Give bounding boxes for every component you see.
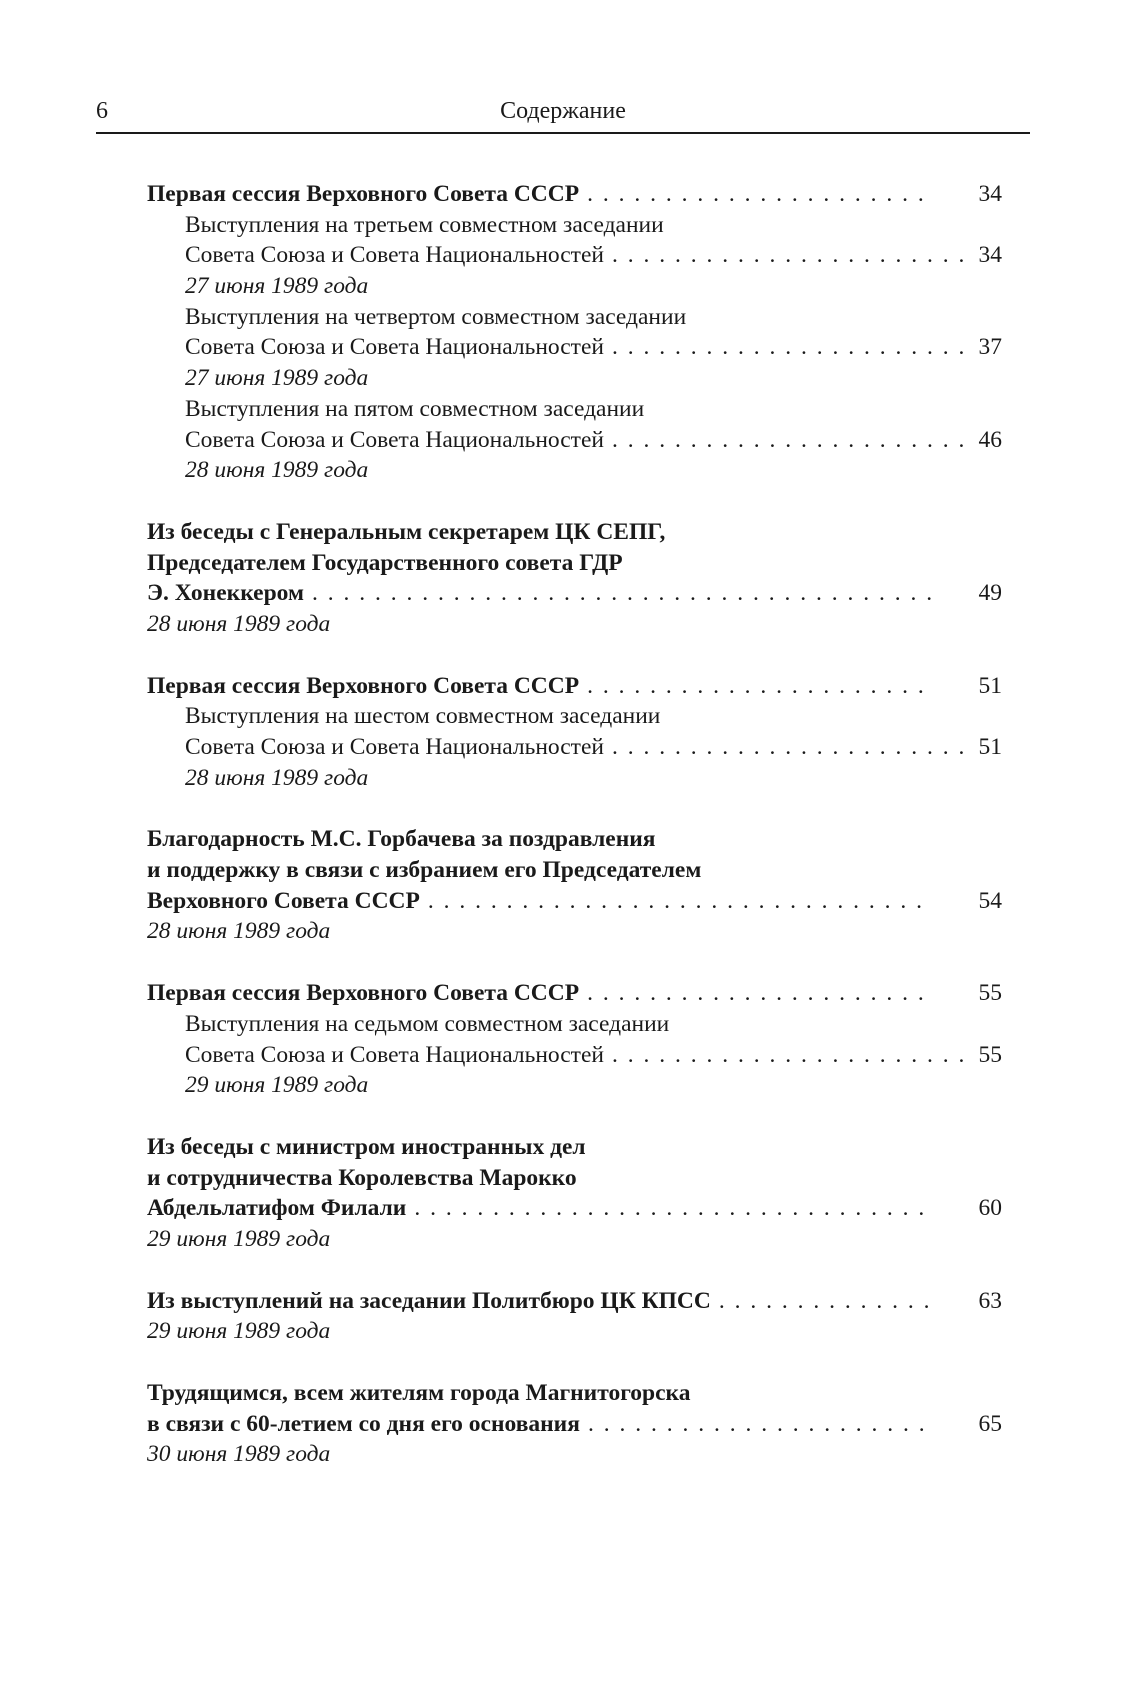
entry-gap [147,1347,1002,1378]
toc-entry-text: 28 июня 1989 года [185,764,369,791]
dot-leader [428,886,931,917]
toc-title-line [147,1193,1002,1224]
toc-date [147,455,1002,486]
toc-entry-text: Совета Союза и Совета Национальностей [185,242,604,269]
dot-leader [312,578,931,609]
toc-entry [147,1286,1002,1347]
toc-entry [147,1378,1002,1470]
toc-page-number: 46 [978,426,1002,453]
dot-leader [587,179,931,210]
dot-leader [612,332,969,363]
toc-title-line [147,886,1002,917]
toc-date [147,1224,1002,1255]
toc-entry-text: Из беседы с Генеральным секретарем ЦК СЕПГ, [147,518,666,545]
toc-subtitle-line [147,210,1002,241]
toc-date [147,763,1002,794]
toc-title-line [147,671,1002,702]
toc-entry [147,1132,1002,1255]
toc-subtitle-line [147,240,1002,271]
toc-entry-text: 28 июня 1989 года [147,610,331,637]
dot-leader [612,240,969,271]
toc-entry-text: и сотрудничества Королевства Марокко [147,1164,577,1191]
toc-subtitle-line [147,394,1002,425]
toc-entry-text: 27 июня 1989 года [185,273,369,300]
toc-title-line [147,179,1002,210]
toc-page-number: 54 [978,887,1002,914]
toc-page-number: 51 [978,672,1002,699]
toc-title-line [147,1286,1002,1317]
toc-date [147,1316,1002,1347]
toc-entry-text: Благодарность М.С. Горбачева за поздравления [147,826,656,853]
toc-subtitle-line [147,1040,1002,1071]
table-of-contents [147,179,1002,1470]
toc-page-number: 34 [978,242,1002,269]
toc-page-number: 63 [978,1287,1002,1314]
toc-title-line [147,578,1002,609]
toc-entry-text: Выступления на третьем совместном заседании [185,211,664,238]
toc-title-line [147,824,1002,855]
toc-entry-text: Председателем Государственного совета ГДР [147,549,623,576]
toc-entry [147,671,1002,794]
toc-entry-text: в связи с 60-летием со дня его основания [147,1410,580,1437]
toc-date [147,271,1002,302]
toc-date [147,609,1002,640]
toc-entry-text: и поддержку в связи с избранием его Председателем [147,857,702,884]
toc-entry-text: Из выступлений на заседании Политбюро ЦК КПСС [147,1287,711,1314]
toc-page-number: 51 [978,734,1002,760]
toc-subtitle-line [147,1009,1002,1040]
toc-entry [147,978,1002,1101]
toc-entry [147,517,1002,640]
toc-subtitle-line [147,701,1002,732]
dot-leader [414,1193,931,1224]
toc-page-number: 34 [978,181,1002,207]
toc-entry-text: 28 июня 1989 года [147,918,331,945]
toc-subtitle-line [147,302,1002,333]
toc-title-line [147,978,1002,1009]
toc-entry-text: Совета Союза и Совета Национальностей [185,334,604,361]
toc-entry-text: Совета Союза и Совета Национальностей [185,1041,604,1068]
dot-leader [587,671,931,702]
toc-entry-text: 27 июня 1989 года [185,365,369,392]
toc-entry-text: Совета Союза и Совета Национальностей [185,734,604,760]
entry-gap [147,1101,1002,1132]
entry-gap [147,793,1002,824]
toc-entry-text: Первая сессия Верховного Совета СССР [147,181,580,207]
toc-entry-text: Трудящимся, всем жителям города Магнитогорска [147,1380,691,1406]
toc-title-line [147,1132,1002,1163]
toc-entry-text: Первая сессия Верховного Совета СССР [147,672,580,699]
toc-entry-text: Выступления на четвертом совместном заседании [185,303,687,330]
toc-title-line [147,1409,1002,1440]
toc-date [147,363,1002,394]
toc-entry-text: Верховного Совета СССР [147,887,420,914]
entry-gap [147,486,1002,517]
toc-subtitle-line [147,425,1002,456]
toc-date [147,1439,1002,1470]
toc-title-line [147,517,1002,548]
dot-leader [588,1409,931,1440]
entry-gap [147,640,1002,671]
toc-page-number: 65 [978,1410,1002,1437]
page-header [96,92,1030,134]
toc-entry-text: 29 июня 1989 года [147,1225,331,1252]
page-number: 6 [96,98,108,124]
toc-entry-text: Выступления на седьмом совместном заседании [185,1010,670,1037]
toc-entry-text: Выступления на шестом совместном заседании [185,703,661,730]
toc-entry-text: Выступления на пятом совместном заседании [185,395,645,422]
toc-subtitle-line [147,732,1002,763]
dot-leader [612,1040,969,1071]
toc-title-line [147,855,1002,886]
toc-entry-text: 29 июня 1989 года [185,1072,369,1099]
toc-page-number: 49 [978,580,1002,607]
toc-date [147,916,1002,947]
dot-leader [612,732,969,763]
toc-entry-text: Абдельлатифом Филали [147,1195,407,1222]
toc-entry-text: Э. Хонеккером [147,580,304,607]
toc-subtitle-line [147,332,1002,363]
toc-entry-text: 29 июня 1989 года [147,1318,331,1345]
toc-entry [147,824,1002,947]
toc-date [147,1070,1002,1101]
toc-title-line [147,1378,1002,1409]
toc-page-number: 60 [978,1195,1002,1222]
toc-entry-text: Первая сессия Верховного Совета СССР [147,980,580,1007]
dot-leader [612,425,969,456]
toc-title-line [147,1163,1002,1194]
dot-leader [587,978,931,1009]
toc-entry-text: 30 июня 1989 года [147,1441,331,1468]
toc-entry-text: Из беседы с министром иностранных дел [147,1133,586,1160]
toc-entry [147,179,1002,486]
entry-gap [147,947,1002,978]
toc-page-number: 55 [978,980,1002,1007]
entry-gap [147,1255,1002,1286]
toc-page-number: 55 [978,1041,1002,1068]
running-title: Содержание [500,98,626,124]
toc-title-line [147,548,1002,579]
toc-page-number: 37 [978,334,1002,361]
toc-entry-text: Совета Союза и Совета Национальностей [185,426,604,453]
toc-entry-text: 28 июня 1989 года [185,457,369,484]
dot-leader [719,1286,931,1317]
